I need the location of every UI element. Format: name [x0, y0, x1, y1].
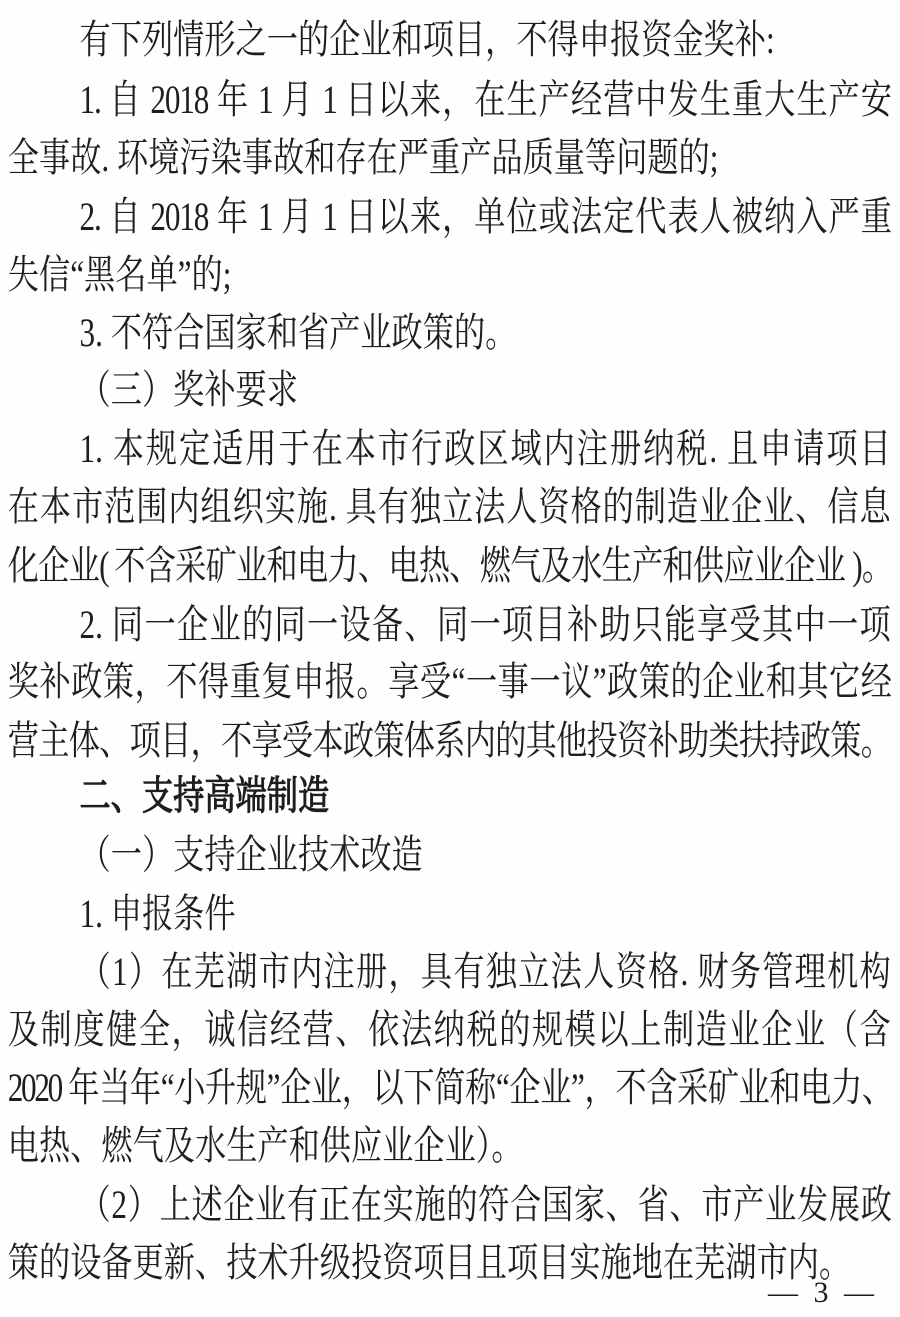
page-number: — 3 —	[768, 1276, 878, 1309]
condition2-line2: 策的设备更新、技术升级投资项目且项目实施地在芜湖市内。	[7, 1240, 851, 1285]
item2-line1: 2. 自 2018 年 1 月 1 日以来，单位或法定代表人被纳入严重	[79, 194, 891, 239]
section-2-heading: 二、支持高端制造	[79, 774, 330, 818]
requirement2-line3: 营主体、项目，不享受本政策体系内的其他投资补助类扶持政策。	[7, 718, 891, 763]
requirement2-line1: 2. 同一企业的同一设备、同一项目补助只能享受其中一项	[79, 602, 891, 647]
item2-line2: 失信“黑名单”的;	[7, 252, 232, 297]
conditions-heading: 1. 申报条件	[79, 891, 236, 936]
subsection-3-heading: （三）奖补要求	[79, 367, 298, 412]
item1-line2: 全事故. 环境污染事故和存在严重产品质量等问题的;	[7, 135, 719, 180]
condition1-line4: 电热、燃气及水生产和供应业企业）。	[7, 1123, 523, 1168]
subsection-1-heading: （一）支持企业技术改造	[79, 832, 423, 877]
item3-line: 3. 不符合国家和省产业政策的。	[79, 310, 517, 355]
condition2-line1: （2）上述企业有正在实施的符合国家、省、市产业发展政	[79, 1182, 891, 1227]
condition1-line3: 2020 年当年“小升规”企业，以下简称“企业”，不含采矿业和电力、	[7, 1065, 891, 1110]
requirement1-line3: 化企业( 不含采矿业和电力、电热、燃气及水生产和供应业企业 )。	[7, 543, 891, 588]
intro-line: 有下列情形之一的企业和项目，不得申报资金奖补:	[79, 17, 775, 62]
condition1-line2: 及制度健全，诚信经营、依法纳税的规模以上制造业企业（含	[7, 1007, 891, 1052]
item1-line1: 1. 自 2018 年 1 月 1 日以来，在生产经营中发生重大生产安	[79, 77, 891, 122]
requirement1-line1: 1. 本规定适用于在本市行政区域内注册纳税. 且申请项目	[79, 426, 891, 471]
requirement2-line2: 奖补政策，不得重复申报。享受“一事一议”政策的企业和其它经	[7, 659, 891, 704]
condition1-line1: （1）在芜湖市内注册，具有独立法人资格. 财务管理机构	[79, 949, 891, 994]
requirement1-line2: 在本市范围内组织实施. 具有独立法人资格的制造业企业、信息	[7, 484, 891, 529]
